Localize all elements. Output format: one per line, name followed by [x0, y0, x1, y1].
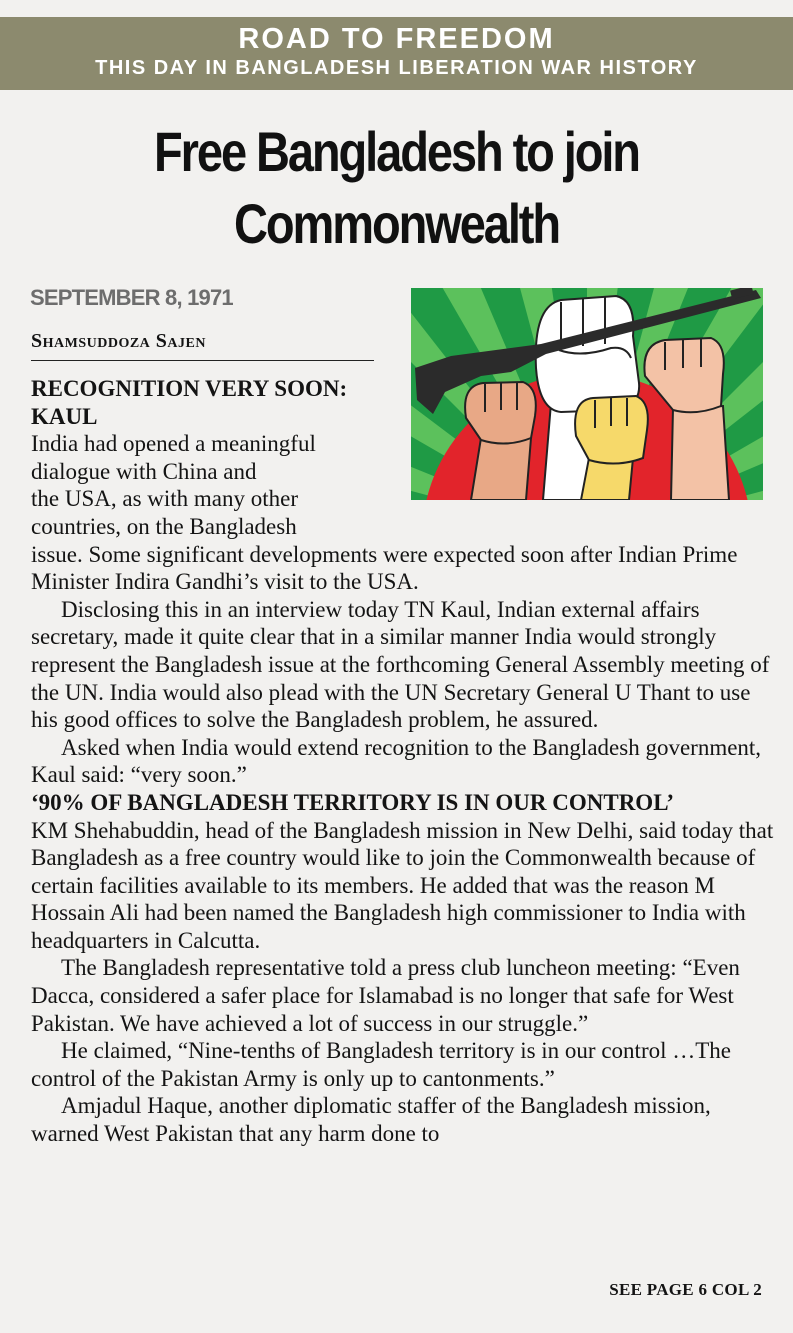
headline-line-1: Free Bangladesh to join — [154, 120, 639, 183]
subhead-recognition-line-2: KAUL — [31, 403, 98, 429]
narrow-line: countries, on the Bangladesh — [31, 513, 297, 539]
paragraph: Asked when India would extend recognition to the Bangladesh government, Kaul said: “very soon.” — [31, 734, 762, 788]
narrow-line: dialogue with China and — [31, 458, 257, 484]
subhead-recognition-line-1: RECOGNITION VERY SOON: — [31, 376, 348, 401]
subhead-recognition — [31, 375, 776, 430]
paragraph: KM Shehabuddin, head of the Bangladesh mission in New Delhi, said today that Bangladesh as a free country would like to join the Commonwealth because of certain facilities available to its members. He added that was the reason M Hossain Ali had been named the Bangladesh high commissioner to India with headquarters in Calcutta. — [31, 817, 774, 953]
narrow-line: India had opened a meaningful — [31, 431, 316, 457]
paragraph: The Bangladesh representative told a press club luncheon meeting: “Even Dacca, considered a safer place for Islamabad is no longer that safe for West Pakistan. We have achieved a lot of success in our struggle.” — [31, 955, 740, 1036]
article-date: SEPTEMBER 8, 1971 — [30, 285, 233, 310]
author-byline: Shamsuddoza Sajen — [31, 330, 374, 361]
article-body — [31, 375, 776, 1148]
banner-title: ROAD TO FREEDOM — [238, 23, 555, 55]
paragraph: He claimed, “Nine-tenths of Bangladesh territory is in our control …The control of the Pakistan Army is only up to cantonments.” — [31, 1038, 731, 1091]
narrow-line: the USA, as with many other — [31, 486, 299, 512]
paragraph: Disclosing this in an interview today TN Kaul, Indian external affairs secretary, made it quite clear that in a similar manner India would strongly represent the Bangladesh issue at the forthcoming General Assembly meeting of the UN. India would also plead with the UN Secretary General U Thant to use his good offices to solve the Bangladesh problem, he assured. — [31, 596, 770, 733]
paragraph: Amjadul Haque, another diplomatic staffer of the Bangladesh mission, warned West Pakistan that any harm done to — [31, 1093, 711, 1147]
narrow-lines — [31, 430, 373, 540]
banner-subtitle: THIS DAY IN BANGLADESH LIBERATION WAR HISTORY — [95, 57, 698, 79]
subhead-territory: ‘90% OF BANGLADESH TERRITORY IS IN OUR CONTROL’ — [31, 789, 675, 815]
section-banner — [0, 17, 793, 90]
headline-line-2: Commonwealth — [233, 192, 560, 255]
article-headline — [80, 116, 713, 260]
paragraph: issue. Some significant developments were expected soon after Indian Prime Minister Indira Gandhi’s visit to the USA. — [31, 541, 738, 595]
continuation-note: SEE PAGE 6 COL 2 — [609, 1280, 762, 1299]
